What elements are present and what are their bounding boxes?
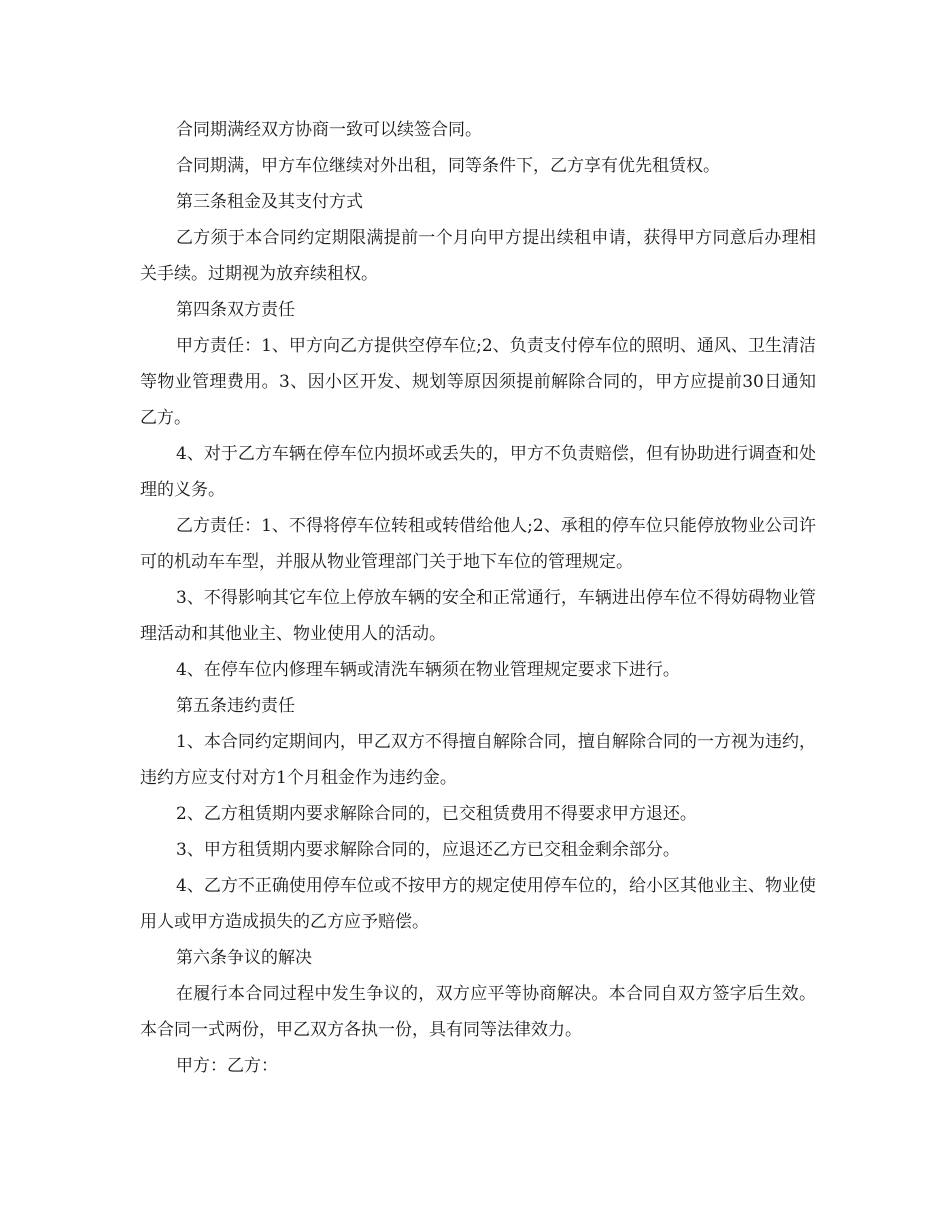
section-title-article-6: 第六条争议的解决	[176, 948, 312, 968]
paragraph-party-a-duty-4: 4、对于乙方车辆在停车位内损坏或丢失的，甲方不负责赔偿，但有协助进行调查和处理的义务。	[140, 444, 816, 500]
signature-line: 甲方：乙方：	[176, 1056, 278, 1076]
paragraph-party-b-duty-3: 3、不得影响其它车位上停放车辆的安全和正常通行，车辆进出停车位不得妨碍物业管理活动和其他业主、物业使用人的活动。	[140, 588, 816, 644]
section-title-article-3: 第三条租金及其支付方式	[176, 192, 363, 212]
section-title-article-4: 第四条双方责任	[176, 300, 295, 320]
paragraph-party-b-duty-4: 4、在停车位内修理车辆或清洗车辆须在物业管理规定要求下进行。	[176, 660, 680, 680]
paragraph-breach-3: 3、甲方租赁期内要求解除合同的，应退还乙方已交租金剩余部分。	[176, 840, 680, 860]
paragraph-renewal-application: 乙方须于本合同约定期限满提前一个月向甲方提出续租申请，获得甲方同意后办理相关手续。过期视为放弃续租权。	[140, 228, 816, 284]
paragraph-renewal: 合同期满经双方协商一致可以续签合同。	[176, 120, 482, 140]
document-body	[140, 112, 816, 1084]
paragraph-party-b-duties: 乙方责任：1、不得将停车位转租或转借给他人;2、承租的停车位只能停放物业公司许可的机动车车型，并服从物业管理部门关于地下车位的管理规定。	[140, 516, 816, 572]
paragraph-breach-2: 2、乙方租赁期内要求解除合同的，已交租赁费用不得要求甲方退还。	[176, 804, 697, 824]
paragraph-dispute-resolution: 在履行本合同过程中发生争议的，双方应平等协商解决。本合同自双方签字后生效。本合同一式两份，甲乙双方各执一份，具有同等法律效力。	[140, 984, 816, 1040]
paragraph-breach-1: 1、本合同约定期间内，甲乙双方不得擅自解除合同，擅自解除合同的一方视为违约，违约方应支付对方1个月租金作为违约金。	[140, 732, 816, 788]
section-title-article-5: 第五条违约责任	[176, 696, 295, 716]
paragraph-party-a-duties: 甲方责任：1、甲方向乙方提供空停车位;2、负责支付停车位的照明、通风、卫生清洁等物业管理费用。3、因小区开发、规划等原因须提前解除合同的，甲方应提前30日通知乙方。	[140, 336, 816, 428]
paragraph-breach-4: 4、乙方不正确使用停车位或不按甲方的规定使用停车位的，给小区其他业主、物业使用人或甲方造成损失的乙方应予赔偿。	[140, 876, 816, 932]
paragraph-priority-lease: 合同期满，甲方车位继续对外出租，同等条件下，乙方享有优先租赁权。	[176, 156, 720, 176]
